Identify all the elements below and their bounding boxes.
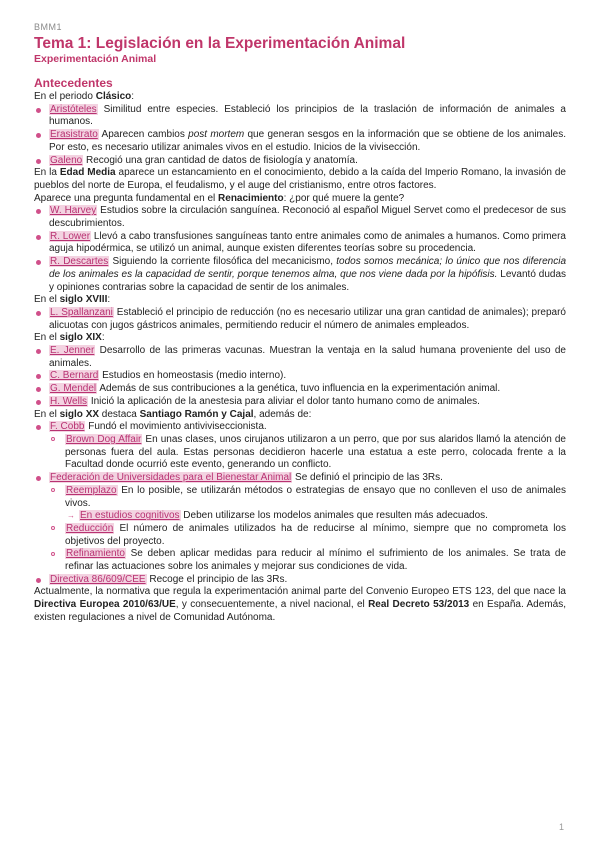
page-subtitle: Experimentación Animal xyxy=(34,53,157,65)
term-reduccion: Reducción xyxy=(66,522,114,534)
term-refinamiento: Refinamiento xyxy=(66,548,125,560)
list-clasico xyxy=(34,104,566,168)
term-erasistrato: Erasistrato xyxy=(50,129,98,141)
term-descartes: R. Descartes xyxy=(50,256,109,268)
list-item-jenner: E. Jenner Desarrollo de las primeras vacunas. Muestran la ventaja en la salud humana proveniente del uso de animales. xyxy=(34,345,566,370)
paragraph-siglo-xx: En el siglo XX destaca Santiago Ramón y Cajal, además de: xyxy=(34,408,312,420)
list-siglo-xx xyxy=(34,421,566,586)
list-siglo-xix xyxy=(34,345,566,409)
paragraph-renacimiento: Aparece una pregunta fundamental en el Renacimiento: ¿por qué muere la gente? xyxy=(34,192,405,204)
term-lower: R. Lower xyxy=(50,230,91,242)
term-aristoteles: Aristóteles xyxy=(50,103,97,115)
paragraph-clasico: En el periodo Clásico: xyxy=(34,91,135,102)
list-item-refinamiento: Refinamiento Se deben aplicar medidas para reducir al mínimo el sufrimiento de los animales. Se trata de refinar las actuaciones sobre los animales y mejorar sus condiciones de vida. xyxy=(34,548,566,573)
list-item-reduccion: Reducción El número de animales utilizados ha de reducirse al mínimo, siempre que no comprometa los objetivos del proyecto. xyxy=(34,523,566,548)
list-item-cognitivos: → En estudios cognitivos Deben utilizarse los modelos animales que resulten más adecuados. xyxy=(34,510,566,523)
term-wells: H. Wells xyxy=(50,395,88,407)
list-item-wells: H. Wells Inició la aplicación de la anestesia para aliviar el dolor tanto humano como de animales. xyxy=(34,396,566,409)
list-item-bernard: C. Bernard Estudios en homeostasis (medio interno). xyxy=(34,370,566,383)
list-item-descartes: R. Descartes Siguiendo la corriente filosófica del mecanicismo, todos somos mecánica; lo único que nos diferencia de los animales es la capacidad de sentir, porque tenemos alma, que nos viene dada por la hipófisis. Levantó dudas y opiniones contrarias sobre la capacidad de sentir de los animales. xyxy=(34,256,566,294)
term-mendel: G. Mendel xyxy=(50,383,97,395)
term-galeno: Galeno xyxy=(50,154,83,166)
term-spallanzani: L. Spallanzani xyxy=(50,306,113,318)
paragraph-edad-media: En la Edad Media aparece un estancamiento en el conocimiento, debido a la caída del Imperio Romano, la invasión de pueblos del norte de Europa, el feudalismo, y el auge del cristianismo, entre otros factores. xyxy=(34,167,566,191)
list-item-reemplazo: Reemplazo En lo posible, se utilizarán métodos o estrategias de ensayo que no conlleven el uso de animales vivos. xyxy=(34,485,566,510)
list-item-directiva: Directiva 86/609/CEE Recoge el principio de las 3Rs. xyxy=(34,574,566,587)
list-item-mendel: G. Mendel Además de sus contribuciones a la genética, tuvo influencia en la experimentación animal. xyxy=(34,383,566,396)
term-bernard: C. Bernard xyxy=(50,370,99,382)
page-title: Tema 1: Legislación en la Experimentación Animal xyxy=(34,35,406,52)
list-item-erasistrato: Erasistrato Aparecen cambios post mortem que generan sesgos en la información que se obtiene de los animales. Por esto, es necesario utilizar animales vivos en el estudio. Inicios de la vivisección. xyxy=(34,129,566,154)
document-page xyxy=(34,22,566,625)
course-code: BMM1 xyxy=(34,22,63,32)
term-reemplazo: Reemplazo xyxy=(66,484,117,496)
list-item-lower: R. Lower Llevó a cabo transfusiones sanguíneas tanto entre animales como de animales a humanos. Como primera aguja hipodérmica, se utilizó un animal, aunque existen diferentes teorías sobre su procedencia. xyxy=(34,231,566,256)
term-jenner: E. Jenner xyxy=(50,345,95,357)
list-item-harvey: W. Harvey Estudios sobre la circulación sanguínea. Reconoció al español Miguel Servet como el predecesor de sus descubrimientos. xyxy=(34,205,566,230)
list-item-aristoteles: Aristóteles Similitud entre especies. Estableció los principios de la traslación de información de animales a humanos. xyxy=(34,104,566,129)
term-directiva: Directiva 86/609/CEE xyxy=(50,573,146,585)
list-item-spallanzani: L. Spallanzani Estableció el principio de reducción (no es necesario utilizar una gran cantidad de animales); preparó alicuotas con jugos gástricos animales, permitiendo reducir el número de animales empleados. xyxy=(34,307,566,332)
term-cognitivos: En estudios cognitivos xyxy=(80,510,180,522)
paragraph-actualidad: Actualmente, la normativa que regula la experimentación animal parte del Convenio Europeo ETS 123, del que nace la Directiva Europea 2010/63/UE, y consecuentemente, a nivel nacional, el Real Decreto 53/2013 en España. Además, existen regulaciones a nivel de Comunidad Autónoma. xyxy=(34,586,566,623)
section-heading-antecedentes: Antecedentes xyxy=(34,76,113,90)
paragraph-siglo-xviii: En el siglo XVIII: xyxy=(34,294,111,306)
list-item-federacion: Federación de Universidades para el Bienestar Animal Se definió el principio de las 3Rs. xyxy=(34,472,566,485)
paragraph-siglo-xix: En el siglo XIX: xyxy=(34,332,105,344)
term-harvey: W. Harvey xyxy=(50,205,97,217)
term-brown-dog: Brown Dog Affair xyxy=(66,433,142,445)
term-cobb: F. Cobb xyxy=(50,421,85,433)
list-siglo-xviii xyxy=(34,307,566,332)
page-number: 1 xyxy=(558,822,564,832)
list-item-cobb: F. Cobb Fundó el movimiento antiviviseccionista. xyxy=(34,421,566,434)
term-federacion: Federación de Universidades para el Bienestar Animal xyxy=(50,472,292,484)
list-renacimiento xyxy=(34,205,566,294)
list-item-brown-dog: Brown Dog Affair En unas clases, unos cirujanos utilizaron a un perro, que por sus alaridos llamó la atención de personas fuera del aula. Estas personas decidieron hacerle una estatua a este perro, colocada frente a la Facultad donde ocurrió este evento, generando un conflicto. xyxy=(34,434,566,472)
list-item-galeno: Galeno Recogió una gran cantidad de datos de fisiología y anatomía. xyxy=(34,155,566,168)
